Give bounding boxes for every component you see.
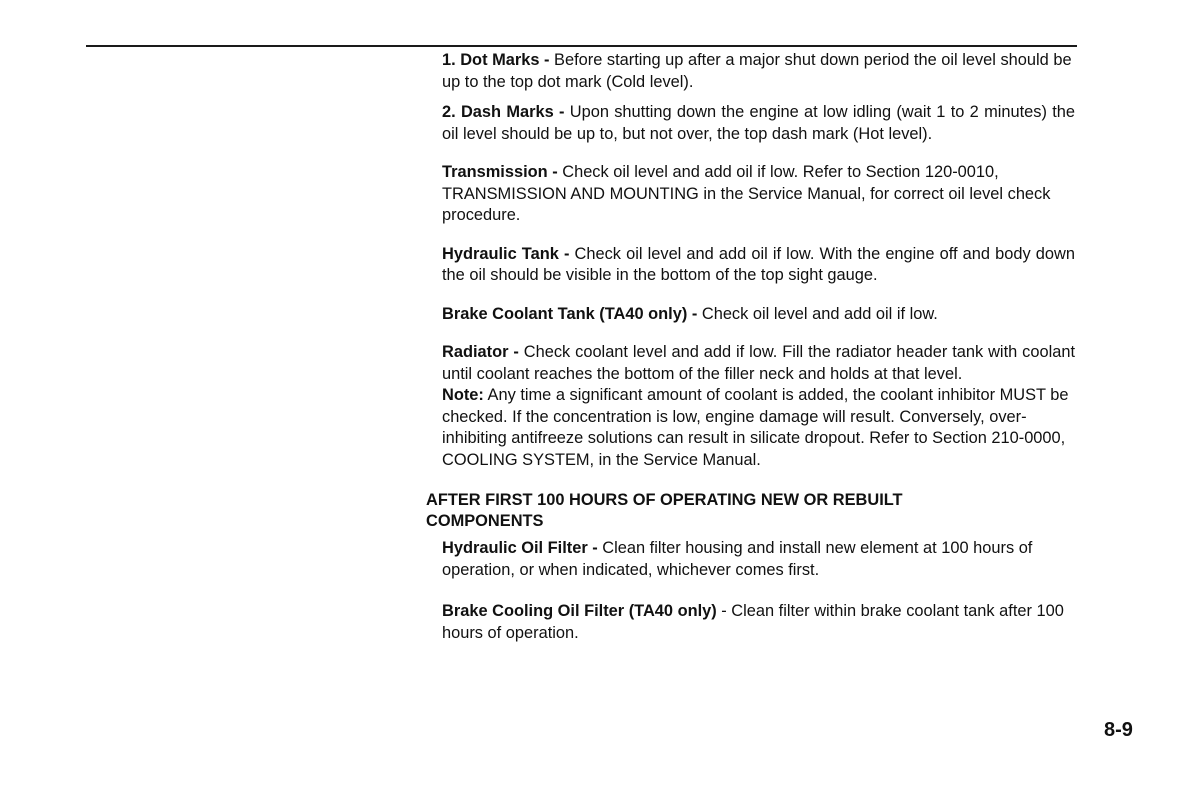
brake-cooling-oil-filter-text: - Clean filter within brake coolant tank after 100 hours of operation.: [442, 602, 1064, 642]
dash-marks-text: Upon shutting down the engine at low idling (wait 1 to 2 minutes) the oil level should be up to, but not over, the top dash mark (Hot level).: [442, 103, 1075, 143]
hydraulic-tank-text: Check oil level and add oil if low. With the engine off and body down the oil should be visible in the bottom of the top sight gauge.: [442, 244, 1075, 284]
note-text: Any time a significant amount of coolant is added, the coolant inhibitor MUST be checked. If the concentration is low, engine damage will result. Conversely, over-inhibiting antifreeze solutions can result in silicate dropout. Refer to Section 210-0000, COOLING SYSTEM, in the Service Manual.: [442, 386, 1069, 469]
brake-coolant-tank-paragraph: [442, 304, 1075, 326]
brake-coolant-tank-label: Brake Coolant Tank (TA40 only) -: [442, 304, 698, 323]
brake-coolant-tank-text: Check oil level and add oil if low.: [697, 304, 938, 323]
transmission-label: Transmission -: [442, 163, 558, 181]
note-paragraph: [442, 385, 1075, 471]
dash-marks-label: 2. Dash Marks -: [442, 103, 565, 121]
transmission-paragraph: [442, 162, 1075, 227]
dot-marks-label: 1. Dot Marks -: [442, 51, 550, 69]
header-rule: [86, 45, 1077, 47]
radiator-paragraph: [442, 342, 1075, 385]
page-number: 8-9: [1104, 719, 1133, 741]
brake-cooling-oil-filter-paragraph: [442, 601, 1075, 644]
hydraulic-oil-filter-paragraph: [442, 538, 1075, 581]
hydraulic-tank-paragraph: [442, 244, 1075, 287]
radiator-text: Check coolant level and add if low. Fill the radiator header tank with coolant until coolant reaches the bottom of the filler neck and holds at that level.: [442, 343, 1075, 383]
dot-marks-text: Before starting up after a major shut down period the oil level should be up to the top dot mark (Cold level).: [442, 51, 1072, 91]
dot-marks-paragraph: [442, 50, 1075, 93]
section-heading: AFTER FIRST 100 HOURS OF OPERATING NEW OR REBUILT COMPONENTS: [426, 491, 903, 530]
brake-cooling-oil-filter-label: Brake Cooling Oil Filter (TA40 only): [442, 602, 717, 620]
note-label: Note:: [442, 386, 484, 404]
hydraulic-tank-label: Hydraulic Tank -: [442, 244, 570, 263]
hydraulic-oil-filter-text: Clean filter housing and install new element at 100 hours of operation, or when indicated, whichever comes first.: [442, 539, 1033, 579]
page-content: [426, 50, 1076, 644]
transmission-text: Check oil level and add oil if low. Refer to Section 120-0010, TRANSMISSION AND MOUNTING in the Service Manual, for correct oil level check procedure.: [442, 163, 1051, 224]
dash-marks-paragraph: [442, 102, 1075, 145]
hydraulic-oil-filter-label: Hydraulic Oil Filter -: [442, 539, 598, 557]
radiator-label: Radiator -: [442, 343, 519, 361]
